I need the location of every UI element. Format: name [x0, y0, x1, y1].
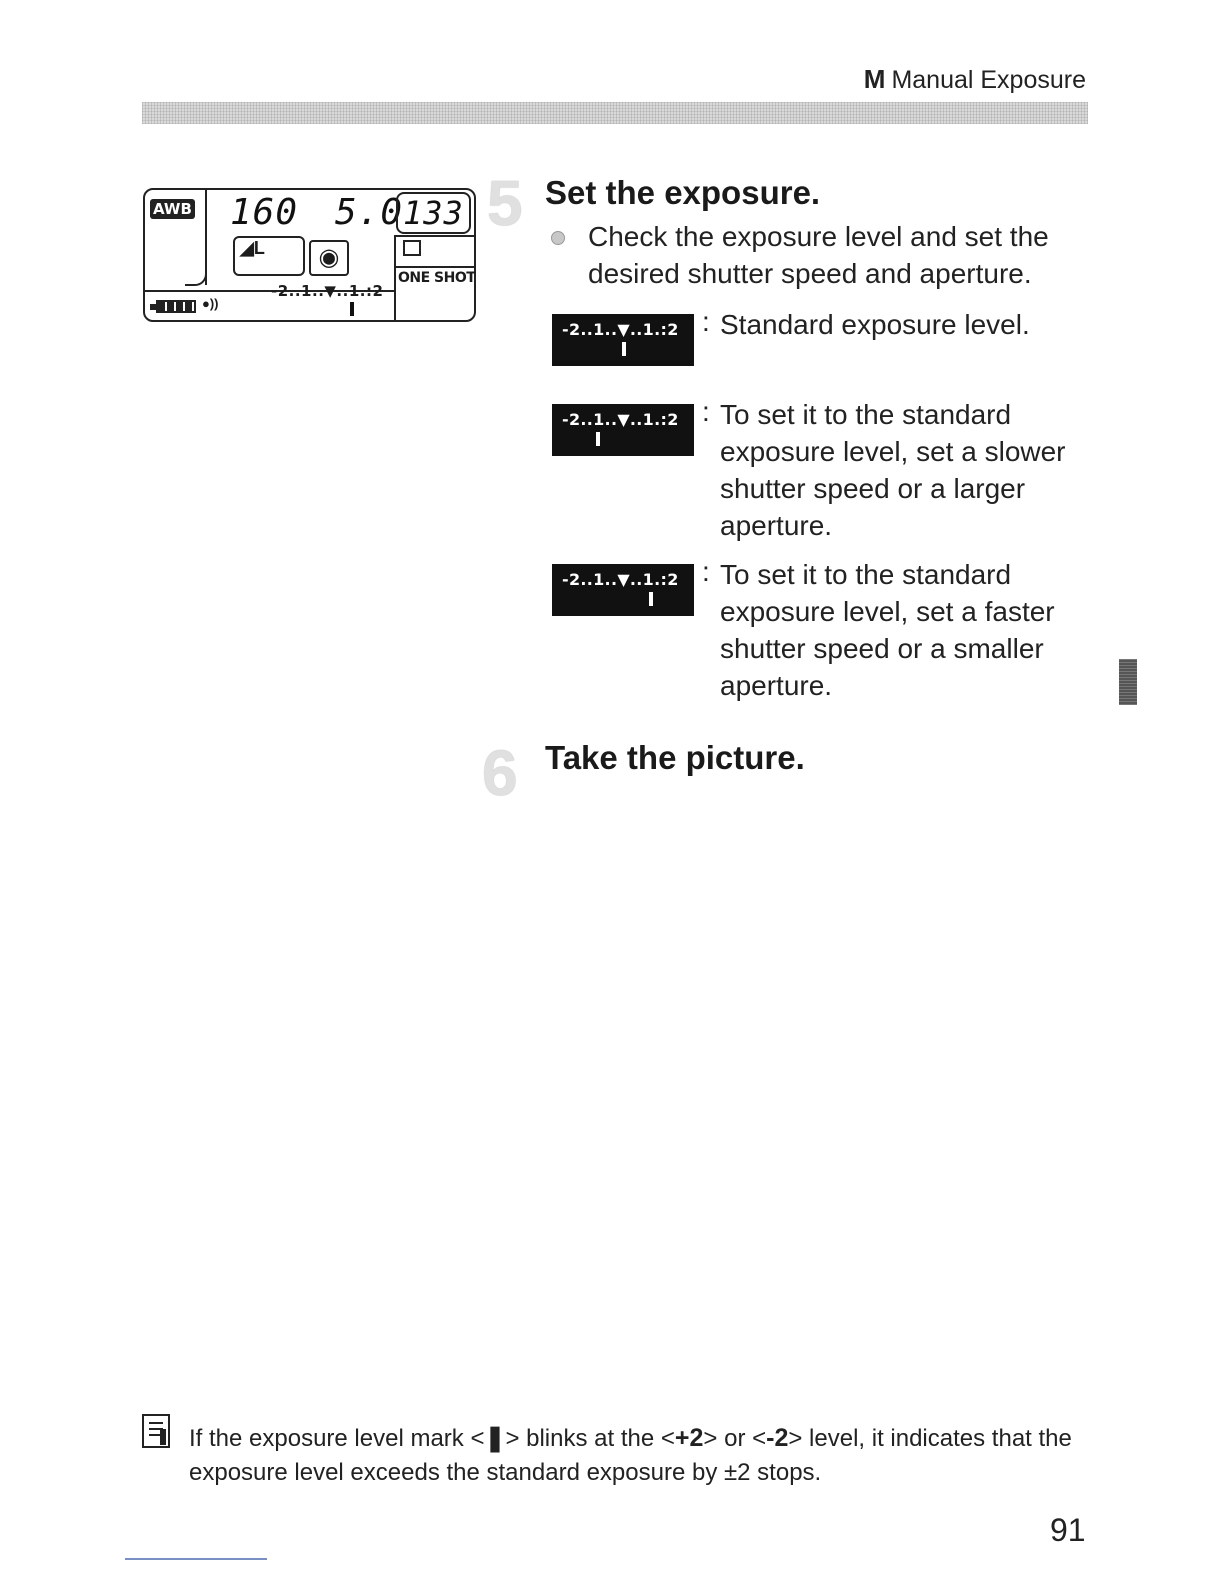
step-5-title: Set the exposure.	[545, 174, 821, 211]
colon: :	[702, 306, 710, 337]
step-number-5: 5	[487, 167, 523, 239]
exposure-mark	[596, 432, 600, 446]
page-header	[864, 64, 1086, 95]
exposure-description-over: To set it to the standard exposure level, set a faster shutter speed or a smaller aperture.	[720, 559, 1055, 701]
step-number-6: 6	[482, 737, 518, 809]
image-quality-icon: ◢L	[233, 236, 305, 276]
note-text-part: If the exposure level mark <	[189, 1425, 485, 1452]
colon: :	[702, 396, 710, 427]
af-mode: ONE SHOT	[398, 270, 476, 286]
note-text-part: > level, it indicates that the exposure level exceeds the standard exposure by ±2 stops.	[189, 1425, 1072, 1486]
metering-icon: ◉	[309, 240, 349, 276]
lcd-exposure-scale: -2..1..▼..1.:2	[271, 282, 384, 300]
exposure-scale-label: -2..1..▼..1.:2	[562, 320, 679, 339]
exposure-mark-icon: ❚	[484, 1424, 506, 1452]
exposure-scale-over	[552, 564, 694, 616]
lcd-exposure-mark	[350, 302, 354, 316]
lcd-panel-illustration	[143, 188, 476, 322]
lcd-shutter-speed: 160	[230, 192, 299, 233]
quality-label: L	[253, 238, 265, 258]
lcd-shots-remaining: 133	[396, 192, 471, 234]
header-title: Manual Exposure	[891, 66, 1086, 94]
awb-icon: AWB	[150, 199, 195, 219]
section-tab-marker	[1119, 659, 1137, 705]
note-icon	[142, 1414, 170, 1448]
note-text-part: > or <	[703, 1425, 767, 1452]
battery-icon	[150, 300, 196, 314]
beep-icon: ●))	[202, 296, 219, 311]
lcd-aperture: 5.0	[335, 192, 404, 233]
exposure-scale-label: -2..1..▼..1.:2	[562, 410, 679, 429]
exposure-scale-under	[552, 404, 694, 456]
bottom-rule	[125, 1558, 267, 1560]
step-5-instruction: Check the exposure level and set the desired shutter speed and aperture.	[588, 221, 1049, 289]
drive-mode-icon	[403, 240, 421, 256]
exposure-scale-label: -2..1..▼..1.:2	[562, 570, 679, 589]
header-bar	[142, 102, 1088, 124]
exposure-description-under: To set it to the standard exposure level, set a slower shutter speed or a larger aperture.	[720, 399, 1066, 541]
exposure-scale-standard	[552, 314, 694, 366]
lcd-right-divider	[394, 266, 476, 268]
lcd-divider-curve	[185, 250, 207, 286]
minus-2-label: -2	[766, 1424, 789, 1452]
bullet-icon	[551, 231, 565, 245]
page-number: 91	[1050, 1512, 1086, 1548]
note-text	[189, 1421, 1089, 1490]
exposure-description-standard: Standard exposure level.	[720, 309, 1030, 340]
colon: :	[702, 556, 710, 587]
exposure-mark	[622, 342, 626, 356]
plus-2-label: +2	[674, 1424, 704, 1452]
note-text-part: > blinks at the <	[505, 1425, 675, 1452]
exposure-mark	[649, 592, 653, 606]
mode-letter: M	[863, 64, 886, 94]
step-6-title: Take the picture.	[545, 739, 805, 776]
